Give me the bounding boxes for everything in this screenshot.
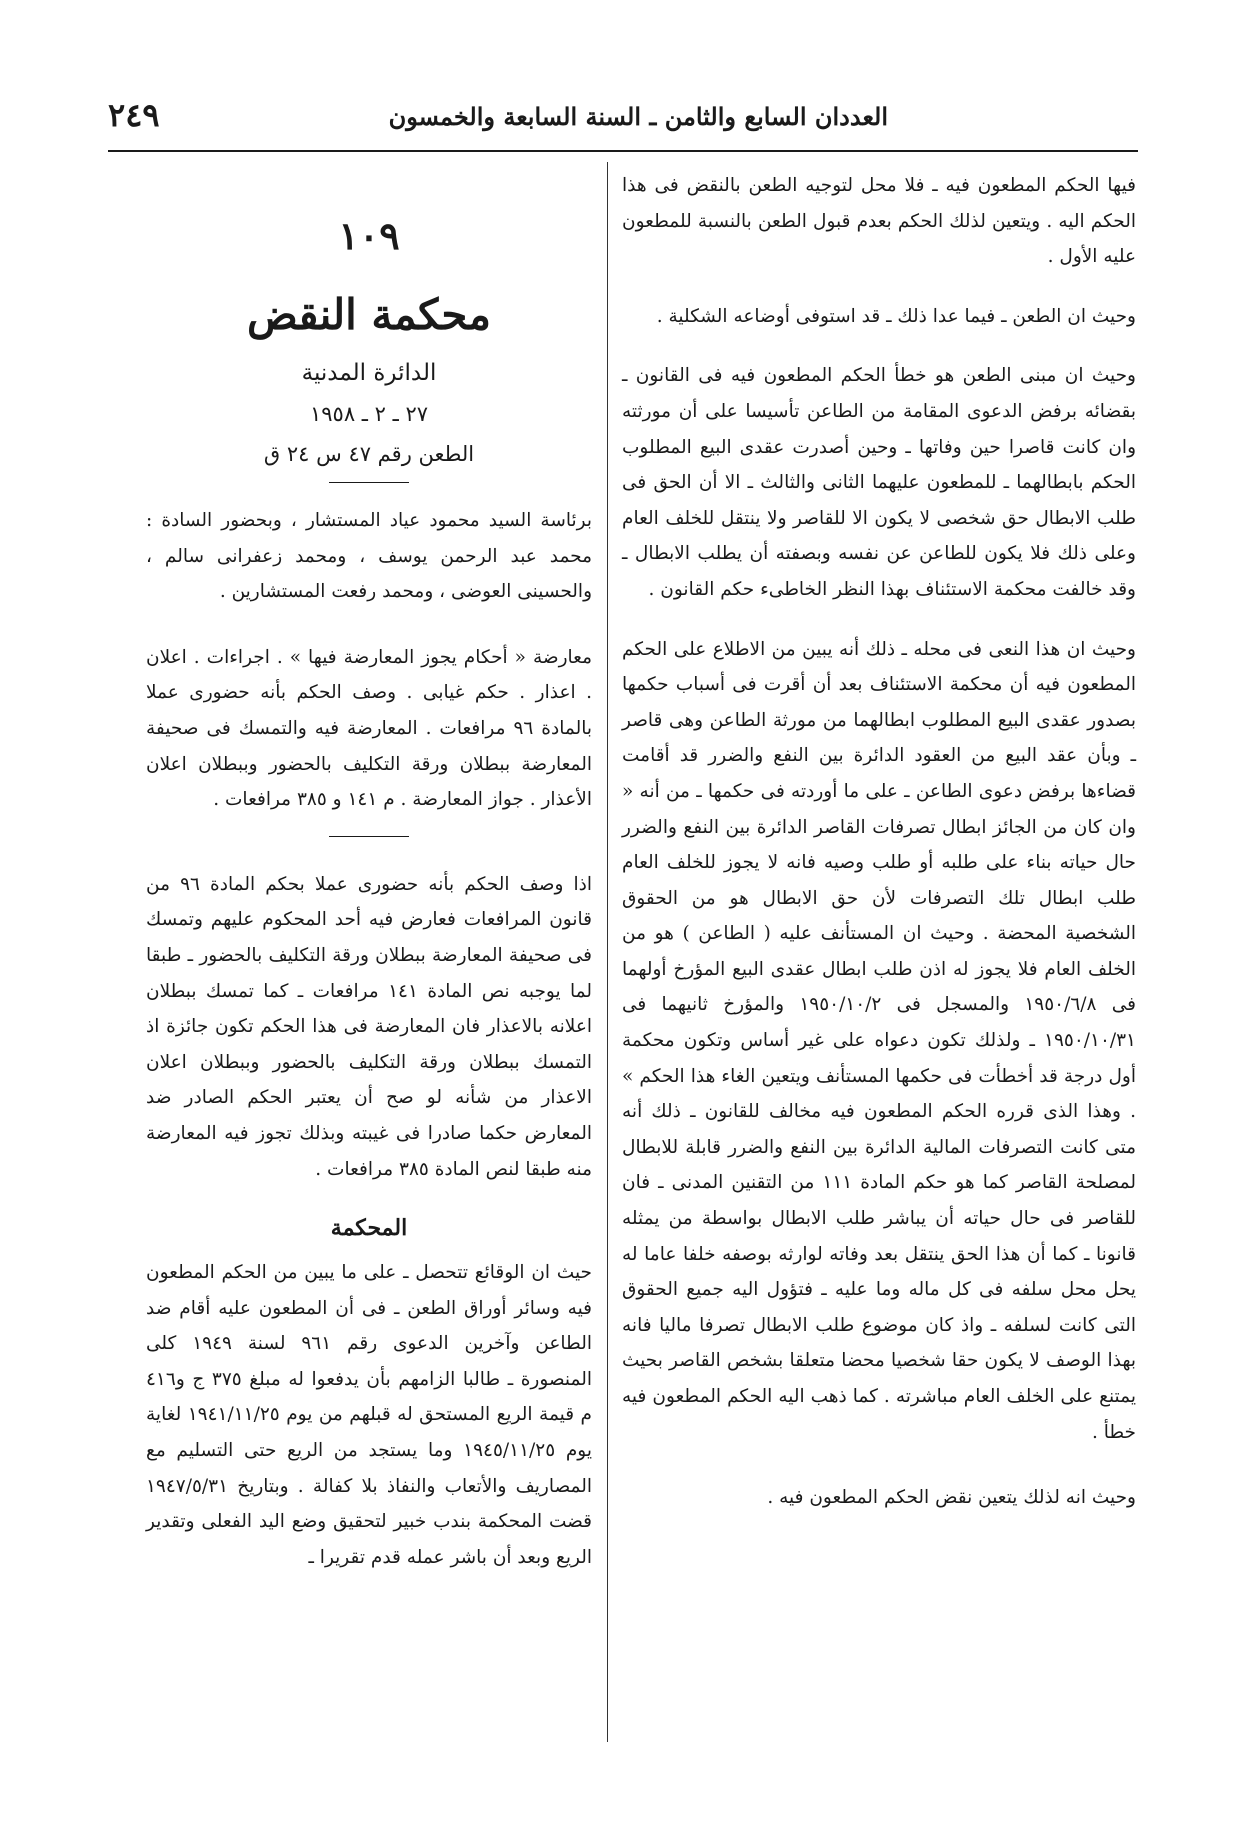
court-name: محكمة النقض: [246, 290, 492, 339]
separator-rule: [329, 482, 409, 483]
paragraph: فيها الحكم المطعون فيه ـ فلا محل لتوجيه الطعن بالنقض فى هذا الحكم اليه . ويتعين لذلك الحكم بعدم قبول الطعن بالنسبة للمطعون عليه الأول .: [622, 175, 1136, 268]
paragraph: وحيث ان مبنى الطعن هو خطأ الحكم المطعون فيه فى القانون ـ بقضائه برفض الدعوى المقامة من الطاعن تأسيسا على أن مورثته وان كانت قاصرا حين وفاتها ـ وحين أصدرت عقدى البيع المطلوب الحكم بابطالهما ـ للمطعون عليهما الثانى والثالث ـ الا أن الحق فى طلب الابطال حق شخصى لا يكون الا للقاصر ولا ينتقل للخلف العام وعلى ذلك فلا يكون للطاعن عن نفسه وبصفته أن يطلب الابطال ـ وقد خالفت محكمة الاستئناف بهذا النظر الخاطىء حكم القانون .: [622, 365, 1136, 600]
section-heading-court: المحكمة: [330, 1215, 408, 1242]
paragraph: وحيث ان الطعن ـ فيما عدا ذلك ـ قد استوفى أوضاعه الشكلية .: [656, 305, 1136, 327]
left-column: [146, 168, 592, 1575]
separator-rule: [329, 836, 409, 837]
judgment-date: ٢٧ ـ ٢ ـ ١٩٥٨: [310, 402, 428, 426]
keywords-block: معارضة « أحكام يجوز المعارضة فيها » . اجراءات . اعلان . اعذار . حكم غيابى . وصف الحكم بأنه حضورى عملا بالمادة ٩٦ مرافعات . المعارضة فيه والتمسك فى صحيفة المعارضة ببطلان ورقة التكليف بالحضور وببطلان اعلان الأعذار . جواز المعارضة . م ١٤١ و ٣٨٥ مرافعات .: [146, 646, 592, 811]
bench-composition: برئاسة السيد محمود عياد المستشار ، وبحضور السادة : محمد عبد الرحمن يوسف ، ومحمد زعفرانى سالم ، والحسينى العوضى ، ومحمد رفعت المستشارين .: [146, 510, 592, 603]
appeal-number: الطعن رقم ٤٧ س ٢٤ ق: [263, 442, 475, 466]
header-rule: [108, 150, 1138, 152]
paragraph: وحيث انه لذلك يتعين نقض الحكم المطعون فيه .: [767, 1487, 1136, 1509]
case-number: ١٠٩: [338, 213, 400, 258]
facts-paragraph: حيث ان الوقائع تتحصل ـ على ما يبين من الحكم المطعون فيه وسائر أوراق الطعن ـ فى أن المطعون عليه أقام ضد الطاعن وآخرين الدعوى رقم ٩٦١ لسنة ١٩٤٩ كلى المنصورة ـ طالبا الزامهم بأن يدفعوا له مبلغ ٣٧٥ ج و٤١٦ م قيمة الريع المستحق له قبلهم من يوم ١٩٤١/١١/٢٥ لغاية يوم ١٩٤٥/١١/٢٥ وما يستجد من الريع حتى التسليم مع المصاريف والأتعاب والنفاذ بلا كفالة . وبتاريخ ١٩٤٧/٥/٣١ قضت المحكمة بندب خبير لتحقيق وضع اليد الفعلى وتقدير الريع وبعد أن باشر عمله قدم تقريرا ـ: [146, 1262, 592, 1568]
paragraph: وحيث ان هذا النعى فى محله ـ ذلك أنه يبين من الاطلاع على الحكم المطعون فيه أن محكمة الاستئناف بعد أن أقرت فى أسباب حكمها بصدور عقدى البيع المطلوب ابطالهما من مورثة الطاعن وهى قاصر ـ وبأن عقد البيع من العقود الدائرة بين النفع والضرر قد أقامت قضاءها برفض دعوى الطاعن ـ على ما أوردته فى حكمها ـ من أنه « وان كان من الجائز ابطال تصرفات القاصر الدائرة بين النفع والضرر حال حياته بناء على طلبه أو طلب وصيه فانه لا يجوز للخلف العام طلب ابطال تلك التصرفات لأن حق الابطال هو من الحقوق الشخصية المحضة . وحيث ان المستأنف عليه ( الطاعن ) هو من الخلف العام فلا يجوز له اذن طلب ابطال عقدى البيع المؤرخ أولهما فى ١٩٥٠/٦/٨ والمسجل فى ١٩٥٠/١٠/٢ والمؤرخ ثانيهما فى ١٩٥٠/١٠/٣١ ـ ولذلك تكون دعواه على غير أساس وتكون محكمة أول درجة قد أخطأت فى حكمها المستأنف ويتعين الغاء هذا الحكم » . وهذا الذى قرره الحكم المطعون فيه مخالف للقانون ـ ذلك أنه متى كانت التصرفات المالية الدائرة بين النفع والضرر قابلة للابطال لمصلحة القاصر كما هو حكم المادة ١١١ من التقنين المدنى ـ فان للقاصر فى حال حياته أن يباشر طلب الابطال بواسطة من يمثله قانونا ـ كما أن هذا الحق ينتقل بعد وفاته لوارثه بوصفه خلفا عاما له يحل محل سلفه فى كل ماله وما عليه ـ فتؤول اليه جميع الحقوق التى كانت لسلفه ـ واذ كان موضوع طلب الابطال تصرفا ماليا فانه بهذا الوصف لا يكون حقا شخصيا محضا متعلقا بشخص القاصر بحيث يمتنع على الخلف العام مباشرته . كما ذهب اليه الحكم المطعون فيه خطأ .: [622, 638, 1136, 1443]
column-divider: [607, 162, 608, 1742]
journal-issue-title: العددان السابع والثامن ـ السنة السابعة والخمسون: [388, 102, 888, 131]
right-column: [622, 168, 1136, 1516]
running-header: [108, 96, 1138, 144]
page-number: ٢٤٩: [108, 96, 160, 134]
circuit-name: الدائرة المدنية: [301, 360, 437, 386]
legal-principle-summary: اذا وصف الحكم بأنه حضورى عملا بحكم المادة ٩٦ من قانون المرافعات فعارض فيه أحد المحكوم عليهم وتمسك فى صحيفة المعارضة ببطلان ورقة التكليف بالحضور ـ طبقا لما يوجبه نص المادة ١٤١ مرافعات ـ كما تمسك ببطلان اعلانه بالاعذار فان المعارضة فى هذا الحكم تكون جائزة اذ التمسك ببطلان ورقة التكليف بالحضور وببطلان اعلان الاعذار من شأنه لو صح أن يعتبر الحكم الصادر ضد المعارض حكما صادرا فى غيبته وبذلك تجوز فيه المعارضة منه طبقا لنص المادة ٣٨٥ مرافعات .: [146, 873, 593, 1180]
